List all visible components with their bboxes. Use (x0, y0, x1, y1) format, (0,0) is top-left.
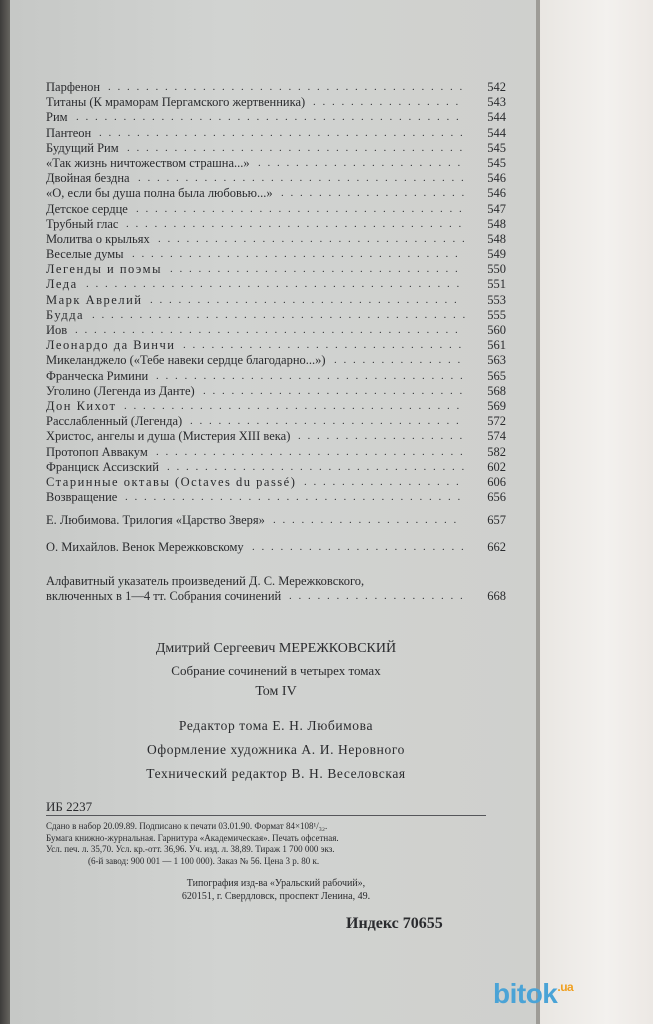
toc-entry (46, 141, 506, 156)
toc-leader-dots: . . . . . . . . . . . . . . . . . . . . . . . . . . . . . . . . (167, 460, 467, 473)
imprint-divider (46, 815, 486, 816)
imprint-line: Усл. печ. л. 35,70. Усл. кр.-отт. 36,96. Уч. изд. л. 38,89. Тираж 1 700 000 экз. (46, 844, 335, 854)
toc-page-number: 582 (487, 444, 506, 459)
toc-title: «Так жизнь ничтожеством страшна...» (46, 155, 250, 170)
toc-leader-dots: . . . . . . . . . . . . . . . . . . . . . . . . . . . . . . . . . . . (136, 202, 464, 215)
toc-page-number: 668 (487, 588, 506, 603)
toc-title: Легенды и поэмы (46, 262, 162, 277)
toc-page-number: 543 (487, 95, 506, 110)
toc-leader-dots: . . . . . . . . . . . . . . . . . (304, 475, 461, 488)
toc-page-number: 549 (487, 247, 506, 262)
toc-leader-dots: . . . . . . . . . . . . . . . . . . . . . . (258, 156, 463, 169)
toc-entry-index (46, 574, 506, 589)
toc-title: Уголино (Легенда из Данте) (46, 383, 195, 398)
toc-title: Е. Любимова. Трилогия «Царство Зверя» (46, 513, 265, 528)
toc-entry (46, 95, 506, 110)
toc-entry (46, 247, 506, 262)
table-of-contents (46, 80, 506, 604)
toc-entry (46, 475, 506, 490)
toc-leader-dots: . . . . . . . . . . . . . . . . . . . . . . . . . . . . . . . . . (156, 445, 465, 458)
toc-leader-dots: . . . . . . . . . . . . . . . . . . . . . . . . . . . . . . . . . . . . (126, 217, 464, 230)
toc-title: Рим (46, 110, 68, 125)
toc-entry (46, 384, 506, 399)
toc-page-number: 544 (487, 110, 506, 125)
spacer (46, 528, 506, 540)
toc-entry (46, 323, 506, 338)
toc-title: Иов (46, 323, 68, 337)
spacer (46, 505, 506, 513)
toc-leader-dots: . . . . . . . . . . . . . . . . . . . . . . . . . . . . (203, 384, 465, 397)
watermark-suffix: .ua (557, 980, 574, 994)
toc-entry (46, 293, 506, 308)
toc-leader-dots: . . . . . . . . . . . . . . . . . . . . . . . . . . . . . . . . . . . (132, 248, 460, 261)
toc-page-number: 548 (487, 216, 506, 231)
toc-leader-dots: . . . . . . . . . . . . . . . . . . . . . . . (252, 541, 466, 554)
toc-page-number: 561 (487, 338, 506, 353)
imprint-block (46, 821, 506, 867)
technical-editor: Технический редактор В. Н. Веселовская (146, 766, 406, 781)
toc-title: Веселые думы (46, 247, 124, 262)
toc-title: Пантеон (46, 125, 92, 140)
toc-page-number: 553 (487, 292, 506, 307)
toc-page-number: 555 (487, 307, 506, 322)
toc-entry (46, 186, 506, 201)
toc-entry (46, 460, 506, 475)
toc-leader-dots: . . . . . . . . . . . . . . . . . . . . . . . . . . . . . . . . . (158, 232, 467, 245)
toc-page-number: 662 (487, 540, 506, 555)
toc-leader-dots: . . . . . . . . . . . . . . . . . . . . . . . . . . . . . . . . . . . . (124, 399, 462, 412)
toc-page-number: 572 (487, 414, 506, 429)
toc-title: «О, если бы душа полна была любовью...» (46, 186, 273, 201)
toc-title: Марк Аврелий (46, 292, 143, 307)
imprint-line: (6-й завод: 900 001 — 1 100 000). Заказ № 56. Цена 3 р. 80 к. (88, 855, 320, 866)
page-edge (536, 0, 540, 1024)
toc-title: Будда (46, 307, 85, 322)
toc-title: Алфавитный указатель произведений Д. С. Мережковского, (46, 573, 365, 588)
toc-leader-dots: . . . . . . . . . . . . . . . . . . . . . . . . . . . . . . . . . . . . . . . (99, 126, 465, 139)
toc-title: Будущий Рим (46, 140, 119, 155)
background-surface (538, 0, 653, 1024)
toc-title: Молитва о крыльях (46, 231, 150, 246)
toc-leader-dots: . . . . . . . . . . . . . . . . . . . . . . . . . . . . . . . . . . . (138, 172, 466, 185)
toc-entry (46, 308, 506, 323)
toc-leader-dots: . . . . . . . . . . . . . . . . . . . . . . . . . . . . . . . . . . . . (127, 141, 465, 154)
toc-page-number: 657 (487, 513, 506, 528)
toc-entry (46, 232, 506, 247)
toc-leader-dots: . . . . . . . . . . . . . . . . . . . . . . . . . . . . . . . (170, 263, 460, 276)
toc-leader-dots: . . . . . . . . . . . . . . . . . . . . . . . . . . . . . . . . . (150, 293, 459, 306)
toc-leader-dots: . . . . . . . . . . . . . . . . . . . . . . . . . . . . . . . . . . . . (125, 491, 463, 504)
toc-entry (46, 490, 506, 505)
toc-page-number: 565 (487, 368, 506, 383)
toc-entry (46, 369, 506, 384)
toc-entry (46, 353, 506, 368)
toc-page-number: 574 (487, 429, 506, 444)
toc-page-number: 563 (487, 353, 506, 368)
toc-title: включенных в 1—4 тт. Собрания сочинений (46, 588, 282, 603)
toc-page-number: 568 (487, 383, 506, 398)
toc-leader-dots: . . . . . . . . . . . . . . . . . . . . (273, 514, 459, 527)
toc-leader-dots: . . . . . . . . . . . . . . (334, 354, 463, 367)
toc-title: Трубный глас (46, 216, 119, 231)
toc-page-number: 551 (487, 277, 506, 292)
imprint-line: Бумага книжно-журнальная. Гарнитура «Академическая». Печать офсетная. (46, 832, 339, 843)
toc-page-number: 602 (487, 459, 506, 474)
toc-page-number: 550 (487, 262, 506, 277)
toc-title: Леонардо да Винчи (46, 338, 176, 353)
toc-entry (46, 217, 506, 232)
watermark-text: bitok (493, 978, 558, 1009)
volume-editor: Редактор тома Е. Н. Любимова (178, 718, 374, 733)
toc-page-number: 546 (487, 186, 506, 201)
toc-leader-dots: . . . . . . . . . . . . . . . . . . . . . . . . . . . . . . . . . . . . . . (108, 81, 465, 93)
toc-title: Двойная бездна (46, 171, 130, 186)
cover-design: Оформление художника А. И. Неровного (147, 742, 405, 757)
toc-title: Возвращение (46, 490, 118, 505)
toc-entry (46, 338, 506, 353)
toc-page-number: 544 (487, 125, 506, 140)
toc-leader-dots: . . . . . . . . . . . . . . . . . . . . . . . . . . . . . . . . . . . . . . . . . (75, 324, 460, 336)
toc-title: Франциск Ассизский (46, 459, 159, 474)
toc-title: Парфенон (46, 80, 101, 94)
toc-page-number: 606 (487, 474, 506, 489)
toc-title: Дон Кихот (46, 398, 117, 413)
toc-title: Расслабленный (Легенда) (46, 414, 183, 429)
toc-entry (46, 262, 506, 277)
toc-leader-dots: . . . . . . . . . . . . . . . . . . (298, 430, 465, 443)
toc-entry (46, 513, 506, 528)
toc-leader-dots: . . . . . . . . . . . . . . . . . . . . . . . . . . . . . . . . . (156, 369, 465, 382)
toc-page-number: 547 (487, 201, 506, 216)
volume-number: Том IV (255, 684, 297, 699)
toc-leader-dots: . . . . . . . . . . . . . . . . . . . . . . . . . . . . . . . . . . . . . . . . (92, 308, 468, 321)
toc-entry (46, 80, 506, 95)
toc-leader-dots: . . . . . . . . . . . . . . . . . . . . (281, 187, 467, 200)
toc-title: О. Михайлов. Венок Мережковскому (46, 540, 244, 555)
watermark-logo (493, 978, 643, 1018)
toc-entry (46, 202, 506, 217)
index-code: Индекс 70655 (346, 915, 443, 932)
toc-title: Титаны (К мраморам Пергамского жертвенника) (46, 95, 306, 110)
series-title: Собрание сочинений в четырех томах (171, 663, 381, 678)
toc-page-number: 560 (487, 323, 506, 337)
toc-page-number: 656 (487, 490, 506, 505)
toc-page-number: 545 (487, 155, 506, 170)
toc-entry (46, 171, 506, 186)
toc-entry (46, 277, 506, 292)
toc-entry (46, 399, 506, 414)
toc-page-number: 546 (487, 171, 506, 186)
author-name: Дмитрий Сергеевич МЕРЕЖКОВСКИЙ (155, 641, 397, 656)
toc-leader-dots: . . . . . . . . . . . . . . . . . . . . . . . . . . . . . (190, 415, 461, 428)
toc-title: Франческа Римини (46, 368, 149, 383)
printer-name: Типография изд-ва «Уральский рабочий», (186, 878, 366, 889)
toc-leader-dots: . . . . . . . . . . . . . . . . . . . (289, 589, 465, 602)
toc-entry (46, 156, 506, 171)
toc-entry (46, 589, 506, 604)
toc-title: Микеланджело («Тебе навеки сердце благодарно...») (46, 353, 326, 368)
toc-leader-dots: . . . . . . . . . . . . . . . . (313, 96, 461, 109)
spacer (46, 556, 506, 574)
toc-title: Христос, ангелы и душа (Мистерия XIII века) (46, 429, 291, 444)
toc-entry (46, 540, 506, 555)
ib-number: ИБ 2237 (46, 799, 93, 814)
toc-title: Детское сердце (46, 201, 128, 216)
toc-page-number: 545 (487, 140, 506, 155)
toc-leader-dots: . . . . . . . . . . . . . . . . . . . . . . . . . . . . . . (183, 339, 464, 352)
toc-entry (46, 110, 506, 125)
toc-page-number: 569 (487, 398, 506, 413)
toc-entry (46, 414, 506, 429)
toc-title: Леда (46, 277, 78, 292)
toc-leader-dots: . . . . . . . . . . . . . . . . . . . . . . . . . . . . . . . . . . . . . . . . (86, 278, 462, 291)
toc-page-number: 548 (487, 231, 506, 246)
toc-entry (46, 126, 506, 141)
toc-leader-dots: . . . . . . . . . . . . . . . . . . . . . . . . . . . . . . . . . . . . . . . . . (76, 111, 461, 124)
toc-entry (46, 429, 506, 444)
toc-title: Протопоп Аввакум (46, 444, 148, 459)
toc-entry (46, 445, 506, 460)
toc-page-number: 542 (487, 80, 506, 94)
imprint-line: Сдано в набор 20.09.89. Подписано к печати 03.01.90. Формат 84×108¹/₃₂. (46, 821, 328, 831)
printer-address: 620151, г. Свердловск, проспект Ленина, 49. (181, 891, 371, 902)
toc-title: Старинные октавы (Octaves du passé) (46, 474, 297, 489)
